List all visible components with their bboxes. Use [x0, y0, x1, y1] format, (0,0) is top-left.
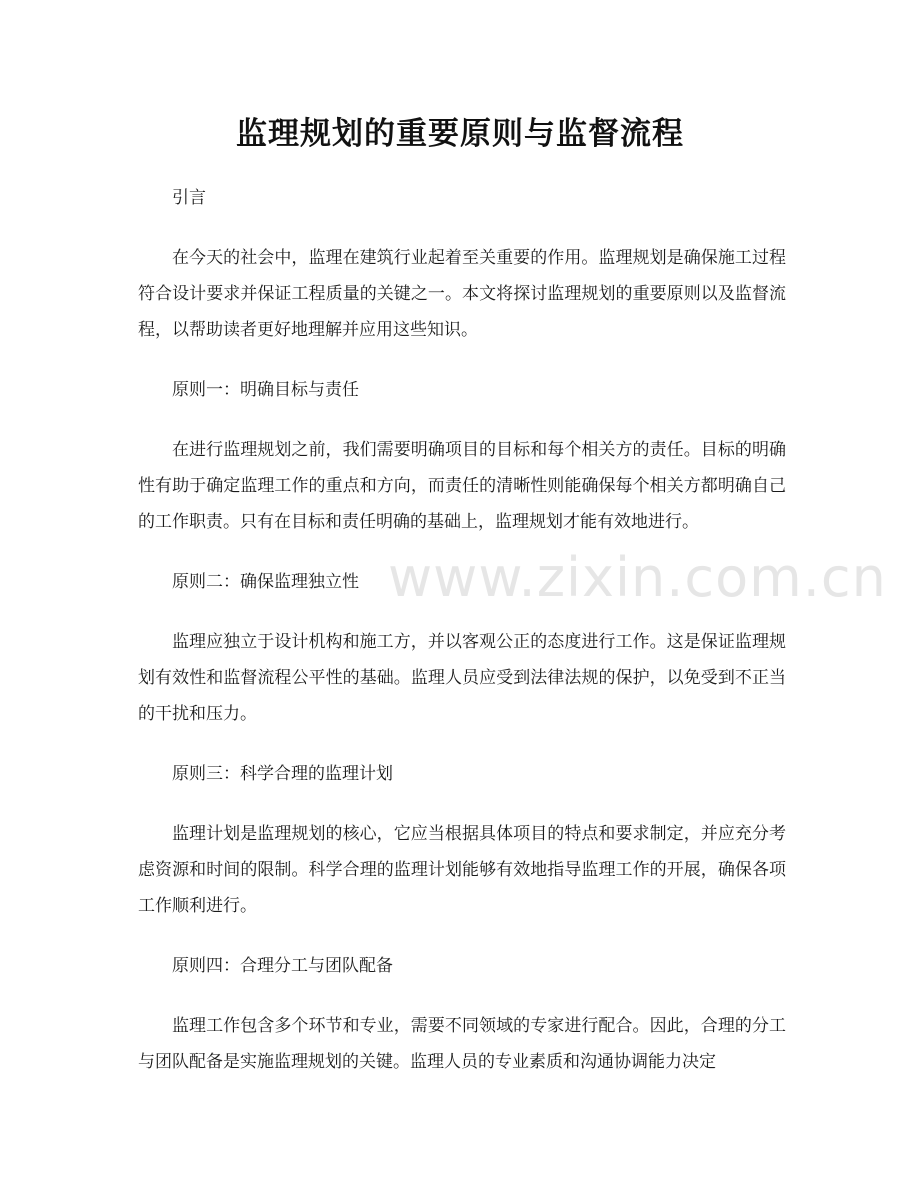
watermark: www.zixin.com.cn	[388, 546, 887, 609]
principle-4-paragraph: 监理工作包含多个环节和专业，需要不同领域的专家进行配合。因此，合理的分工与团队配备是实施监理规划的关键。监理人员的专业素质和沟通协调能力决定	[138, 1016, 786, 1072]
principle-3-paragraph: 监理计划是监理规划的核心，它应当根据具体项目的特点和要求制定，并应充分考虑资源和时间的限制。科学合理的监理计划能够有效地指导监理工作的开展，确保各项工作顺利进行。	[138, 824, 786, 916]
principle-1-heading: 原则一：明确目标与责任	[172, 380, 359, 400]
principle-4-heading: 原则四：合理分工与团队配备	[172, 956, 393, 976]
principle-2-paragraph: 监理应独立于设计机构和施工方，并以客观公正的态度进行工作。这是保证监理规划有效性和监督流程公平性的基础。监理人员应受到法律法规的保护，以免受到不正当的干扰和压力。	[138, 632, 786, 724]
principle-3-heading: 原则三：科学合理的监理计划	[172, 764, 393, 784]
principle-1-paragraph: 在进行监理规划之前，我们需要明确项目的目标和每个相关方的责任。目标的明确性有助于确定监理工作的重点和方向，而责任的清晰性则能确保每个相关方都明确自己的工作职责。只有在目标和责任明确的基础上，监理规划才能有效地进行。	[138, 440, 786, 532]
document-body	[138, 180, 786, 1104]
document-title: 监理规划的重要原则与监督流程	[236, 116, 684, 152]
intro-heading: 引言	[172, 188, 206, 208]
intro-paragraph: 在今天的社会中，监理在建筑行业起着至关重要的作用。监理规划是确保施工过程符合设计要求并保证工程质量的关键之一。本文将探讨监理规划的重要原则以及监督流程，以帮助读者更好地理解并应用这些知识。	[138, 248, 786, 340]
principle-2-heading: 原则二：确保监理独立性	[172, 572, 359, 592]
